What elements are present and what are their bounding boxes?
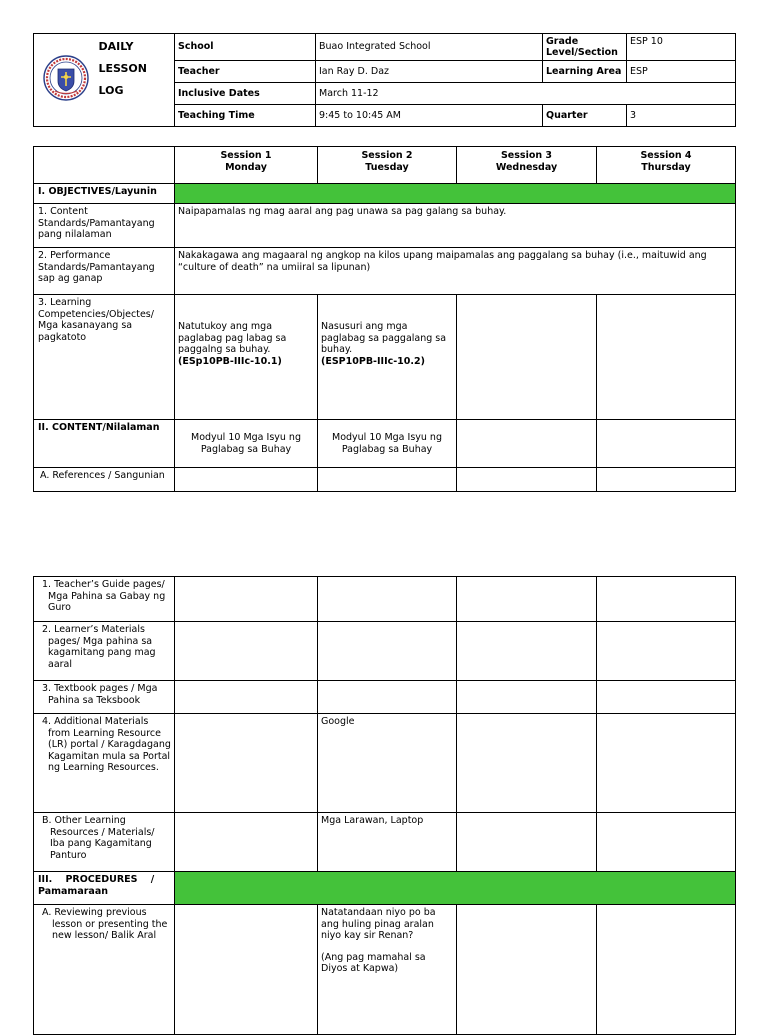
- performance-standards-value: Nakakagawa ang magaaral ng angkop na kilos upang maipamalas ang paggalang sa buhay (i.e., maituwid ang “culture of death” na umiiral sa lipunan): [175, 248, 736, 295]
- procedures-bar: [175, 872, 736, 905]
- lm-session-3: [457, 622, 597, 681]
- tb-session-1: [175, 681, 318, 714]
- tb-session-3: [457, 681, 597, 714]
- textbook-label: 3. Textbook pages / Mga Pahina sa Teksbook: [34, 681, 175, 714]
- school-value: Buao Integrated School: [316, 34, 543, 61]
- review-session-4: [597, 905, 736, 1035]
- olr-session-4: [597, 813, 736, 872]
- tb-session-2: [318, 681, 457, 714]
- review-label: A. Reviewing previous lesson or presenting the new lesson/ Balik Aral: [34, 905, 175, 1035]
- teachers-guide-label: 1. Teacher’s Guide pages/ Mga Pahina sa Gabay ng Guro: [34, 577, 175, 622]
- teacher-value: Ian Ray D. Daz: [316, 61, 543, 83]
- olr-session-1: [175, 813, 318, 872]
- review-session-1: [175, 905, 318, 1035]
- lesson-table-1: [33, 146, 736, 492]
- session-4-header: Session 4 Thursday: [597, 147, 736, 184]
- competency-session-3: [457, 295, 597, 420]
- olr-session-3: [457, 813, 597, 872]
- objectives-bar: [175, 184, 736, 204]
- teacher-label: Teacher: [175, 61, 316, 83]
- am-session-2: Google: [318, 714, 457, 813]
- competency-session-4: [597, 295, 736, 420]
- tg-session-4: [597, 577, 736, 622]
- lm-session-2: [318, 622, 457, 681]
- session-2-header: Session 2 Tuesday: [318, 147, 457, 184]
- tb-session-4: [597, 681, 736, 714]
- lm-session-4: [597, 622, 736, 681]
- time-label: Teaching Time: [175, 105, 316, 127]
- am-session-3: [457, 714, 597, 813]
- header-table: [33, 33, 736, 127]
- quarter-label: Quarter: [543, 105, 627, 127]
- blank-corner: [34, 147, 175, 184]
- am-session-1: [175, 714, 318, 813]
- title-line-log: LOG: [98, 84, 124, 97]
- performance-standards-label: 2. Performance Standards/Pamantayang sap ag ganap: [34, 248, 175, 295]
- references-label: A. References / Sangunian: [34, 468, 175, 492]
- review-session-2: Natatandaan niyo po ba ang huling pinag aralan niyo kay sir Renan? (Ang pag mamahal sa Diyos at Kapwa): [318, 905, 457, 1035]
- procedures-heading: III. PROCEDURES / Pamamaraan: [34, 872, 175, 905]
- content-standards-value: Naipapamalas ng mag aaral ang pag unawa sa pag galang sa buhay.: [175, 204, 736, 248]
- learners-materials-label: 2. Learner’s Materials pages/ Mga pahina sa kagamitang pang mag aaral: [34, 622, 175, 681]
- content-session-2: Modyul 10 Mga Isyu ng Paglabag sa Buhay: [318, 420, 457, 468]
- references-session-4: [597, 468, 736, 492]
- references-session-2: [318, 468, 457, 492]
- grade-label: Grade Level/Section: [543, 34, 627, 61]
- session-3-header: Session 3 Wednesday: [457, 147, 597, 184]
- additional-materials-label: 4. Additional Materials from Learning Resource (LR) portal / Karagdagang Kagamitan mula sa Portal ng Learning Resources.: [34, 714, 175, 813]
- content-session-3: [457, 420, 597, 468]
- olr-session-2: Mga Larawan, Laptop: [318, 813, 457, 872]
- tg-session-3: [457, 577, 597, 622]
- content-heading: II. CONTENT/Nilalaman: [34, 420, 175, 468]
- objectives-heading: I. OBJECTIVES/Layunin: [34, 184, 175, 204]
- content-session-4: [597, 420, 736, 468]
- grade-value: ESP 10: [627, 34, 736, 61]
- title-line-lesson: LESSON: [98, 62, 147, 75]
- dll-title: [99, 34, 175, 127]
- deped-seal-icon: [43, 55, 89, 101]
- tg-session-1: [175, 577, 318, 622]
- quarter-value: 3: [627, 105, 736, 127]
- content-session-1: Modyul 10 Mga Isyu ng Paglabag sa Buhay: [175, 420, 318, 468]
- dates-label: Inclusive Dates: [175, 83, 316, 105]
- content-standards-label: 1. Content Standards/Pamantayang pang nilalaman: [34, 204, 175, 248]
- lm-session-1: [175, 622, 318, 681]
- time-value: 9:45 to 10:45 AM: [316, 105, 543, 127]
- session-1-header: Session 1 Monday: [175, 147, 318, 184]
- other-resources-label: B. Other Learning Resources / Materials/ Iba pang Kagamitang Panturo: [34, 813, 175, 872]
- title-line-daily: DAILY: [98, 40, 134, 53]
- am-session-4: [597, 714, 736, 813]
- logo-cell: [34, 34, 99, 127]
- competency-session-1: Natutukoy ang mga paglabag pag labag sa paggalng sa buhay. (ESp10PB-IIIc-10.1): [175, 295, 318, 420]
- area-value: ESP: [627, 61, 736, 83]
- area-label: Learning Area: [543, 61, 627, 83]
- tg-session-2: [318, 577, 457, 622]
- lesson-table-2: [33, 576, 736, 1035]
- references-session-1: [175, 468, 318, 492]
- dates-value: March 11-12: [316, 83, 736, 105]
- review-session-3: [457, 905, 597, 1035]
- references-session-3: [457, 468, 597, 492]
- competencies-label: 3. Learning Competencies/Objectes/ Mga kasanayang sa pagkatoto: [34, 295, 175, 420]
- school-label: School: [175, 34, 316, 61]
- competency-session-2: Nasusuri ang mga paglabag sa paggalang sa buhay. (ESP10PB-IIIc-10.2): [318, 295, 457, 420]
